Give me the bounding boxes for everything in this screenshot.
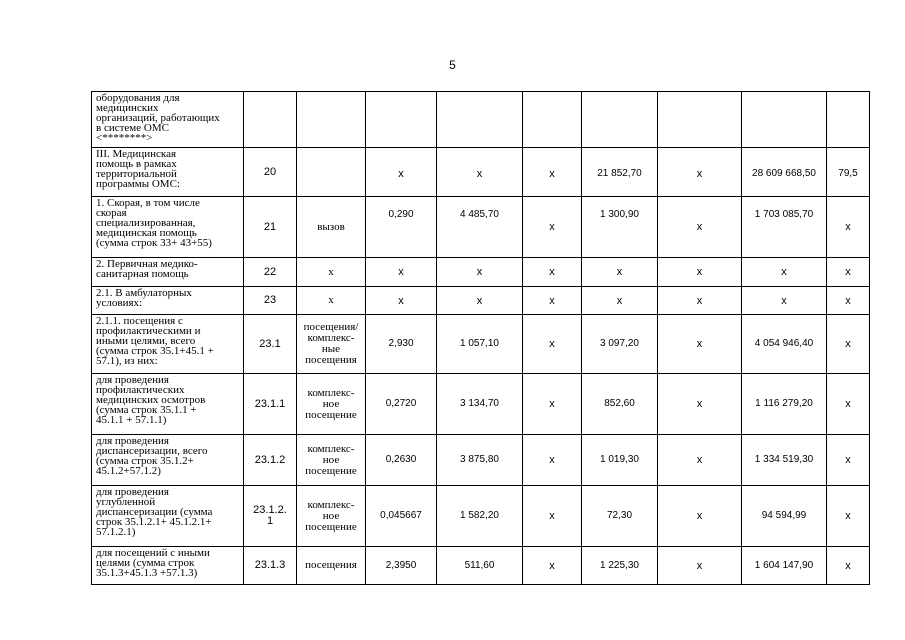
cell-c1: 0,290 xyxy=(366,197,437,258)
cell-c2: x xyxy=(437,258,523,287)
row-name: 2. Первичная медико- санитарная помощь xyxy=(92,258,244,287)
cell-c7: x xyxy=(827,315,870,374)
cell-c6: 28 609 668,50 xyxy=(742,148,827,197)
row-unit: комплекс- ное посещение xyxy=(297,374,366,435)
cell-c6: 1 703 085,70 xyxy=(742,197,827,258)
cell-c3: x xyxy=(523,435,582,486)
cell-c2: 3 134,70 xyxy=(437,374,523,435)
row-name: оборудования для медицинских организаций, работающих в системе ОМС <********> xyxy=(92,92,244,148)
cell-c3: x xyxy=(523,148,582,197)
row-unit: посещения/ комплекс- ные посещения xyxy=(297,315,366,374)
cell-c6: 1 334 519,30 xyxy=(742,435,827,486)
row-unit: посещения xyxy=(297,547,366,585)
row-name: 1. Скорая, в том числе скорая специализированная, медицинская помощь (сумма строк 33+ 43+55) xyxy=(92,197,244,258)
cell-c4: x xyxy=(582,287,658,315)
cell-c1: 2,930 xyxy=(366,315,437,374)
cell-c5: x xyxy=(658,287,742,315)
cell-c7: x xyxy=(827,374,870,435)
row-name: для проведения диспансеризации, всего (сумма строк 35.1.2+ 45.1.2+57.1.2) xyxy=(92,435,244,486)
cell-c1: 0,2630 xyxy=(366,435,437,486)
cell-c1: 0,2720 xyxy=(366,374,437,435)
cell-c4: 3 097,20 xyxy=(582,315,658,374)
cell-c7: 79,5 xyxy=(827,148,870,197)
cell-c5: x xyxy=(658,315,742,374)
cell-c6: 4 054 946,40 xyxy=(742,315,827,374)
cell-c2: 3 875,80 xyxy=(437,435,523,486)
row-code: 20 xyxy=(244,148,297,197)
table-row xyxy=(92,258,870,287)
table-row xyxy=(92,374,870,435)
row-code: 23.1.2 xyxy=(244,435,297,486)
table-row xyxy=(92,547,870,585)
cell-c5: x xyxy=(658,486,742,547)
row-unit: x xyxy=(297,258,366,287)
cell-c6: x xyxy=(742,258,827,287)
cell-c5 xyxy=(658,92,742,148)
cell-c5: x xyxy=(658,258,742,287)
row-code: 23.1 xyxy=(244,315,297,374)
cell-c2 xyxy=(437,92,523,148)
row-code: 23.1.2. 1 xyxy=(244,486,297,547)
row-name: для проведения профилактических медицинских осмотров (сумма строк 35.1.1 + 45.1.1 + 57.1.1) xyxy=(92,374,244,435)
cell-c4: x xyxy=(582,258,658,287)
table-row xyxy=(92,435,870,486)
cell-c4: 1 300,90 xyxy=(582,197,658,258)
cell-c7: x xyxy=(827,547,870,585)
cell-c7: x xyxy=(827,197,870,258)
cell-c3: x xyxy=(523,287,582,315)
cell-c5: x xyxy=(658,197,742,258)
cell-c6: 94 594,99 xyxy=(742,486,827,547)
row-code: 23.1.3 xyxy=(244,547,297,585)
cell-c1: 2,3950 xyxy=(366,547,437,585)
cell-c1: x xyxy=(366,148,437,197)
table-row xyxy=(92,197,870,258)
cell-c4: 72,30 xyxy=(582,486,658,547)
cell-c2: 511,60 xyxy=(437,547,523,585)
cell-c3: x xyxy=(523,374,582,435)
cell-c1 xyxy=(366,92,437,148)
row-name: для проведения углубленной диспансеризации (сумма строк 35.1.2.1+ 45.1.2.1+ 57.1.2.1) xyxy=(92,486,244,547)
row-unit xyxy=(297,92,366,148)
table-row xyxy=(92,287,870,315)
cell-c3: x xyxy=(523,486,582,547)
row-name: для посещений с иными целями (сумма строк 35.1.3+45.1.3 +57.1.3) xyxy=(92,547,244,585)
row-name: 2.1. В амбулаторных условиях: xyxy=(92,287,244,315)
table-row xyxy=(92,148,870,197)
cell-c1: 0,045667 xyxy=(366,486,437,547)
cell-c4: 1 225,30 xyxy=(582,547,658,585)
cell-c2: x xyxy=(437,148,523,197)
cell-c7: x xyxy=(827,287,870,315)
cell-c4: 21 852,70 xyxy=(582,148,658,197)
cell-c3: x xyxy=(523,258,582,287)
cell-c3: x xyxy=(523,315,582,374)
cell-c2: x xyxy=(437,287,523,315)
cell-c6: 1 116 279,20 xyxy=(742,374,827,435)
cell-c2: 4 485,70 xyxy=(437,197,523,258)
row-unit: комплекс- ное посещение xyxy=(297,435,366,486)
cell-c7: x xyxy=(827,486,870,547)
row-code xyxy=(244,92,297,148)
cell-c2: 1 582,20 xyxy=(437,486,523,547)
cell-c3 xyxy=(523,92,582,148)
cell-c3: x xyxy=(523,197,582,258)
row-code: 23.1.1 xyxy=(244,374,297,435)
cell-c1: x xyxy=(366,287,437,315)
cell-c4 xyxy=(582,92,658,148)
cell-c7: x xyxy=(827,435,870,486)
cell-c6: 1 604 147,90 xyxy=(742,547,827,585)
cell-c4: 1 019,30 xyxy=(582,435,658,486)
cell-c3: x xyxy=(523,547,582,585)
cell-c6 xyxy=(742,92,827,148)
row-code: 22 xyxy=(244,258,297,287)
page-number: 5 xyxy=(449,58,456,72)
cell-c5: x xyxy=(658,374,742,435)
row-code: 21 xyxy=(244,197,297,258)
cell-c6: x xyxy=(742,287,827,315)
financing-table xyxy=(91,91,870,585)
row-name: III. Медицинская помощь в рамках территориальной программы ОМС: xyxy=(92,148,244,197)
row-unit: x xyxy=(297,287,366,315)
table-row xyxy=(92,92,870,148)
row-unit xyxy=(297,148,366,197)
cell-c2: 1 057,10 xyxy=(437,315,523,374)
row-unit: комплекс- ное посещение xyxy=(297,486,366,547)
cell-c7: x xyxy=(827,258,870,287)
cell-c5: x xyxy=(658,148,742,197)
row-code: 23 xyxy=(244,287,297,315)
cell-c7 xyxy=(827,92,870,148)
cell-c4: 852,60 xyxy=(582,374,658,435)
cell-c1: x xyxy=(366,258,437,287)
table-row xyxy=(92,486,870,547)
cell-c5: x xyxy=(658,435,742,486)
cell-c5: x xyxy=(658,547,742,585)
row-unit: вызов xyxy=(297,197,366,258)
row-name: 2.1.1. посещения с профилактическими и иными целями, всего (сумма строк 35.1+45.1 + 57.1), из них: xyxy=(92,315,244,374)
table-row xyxy=(92,315,870,374)
